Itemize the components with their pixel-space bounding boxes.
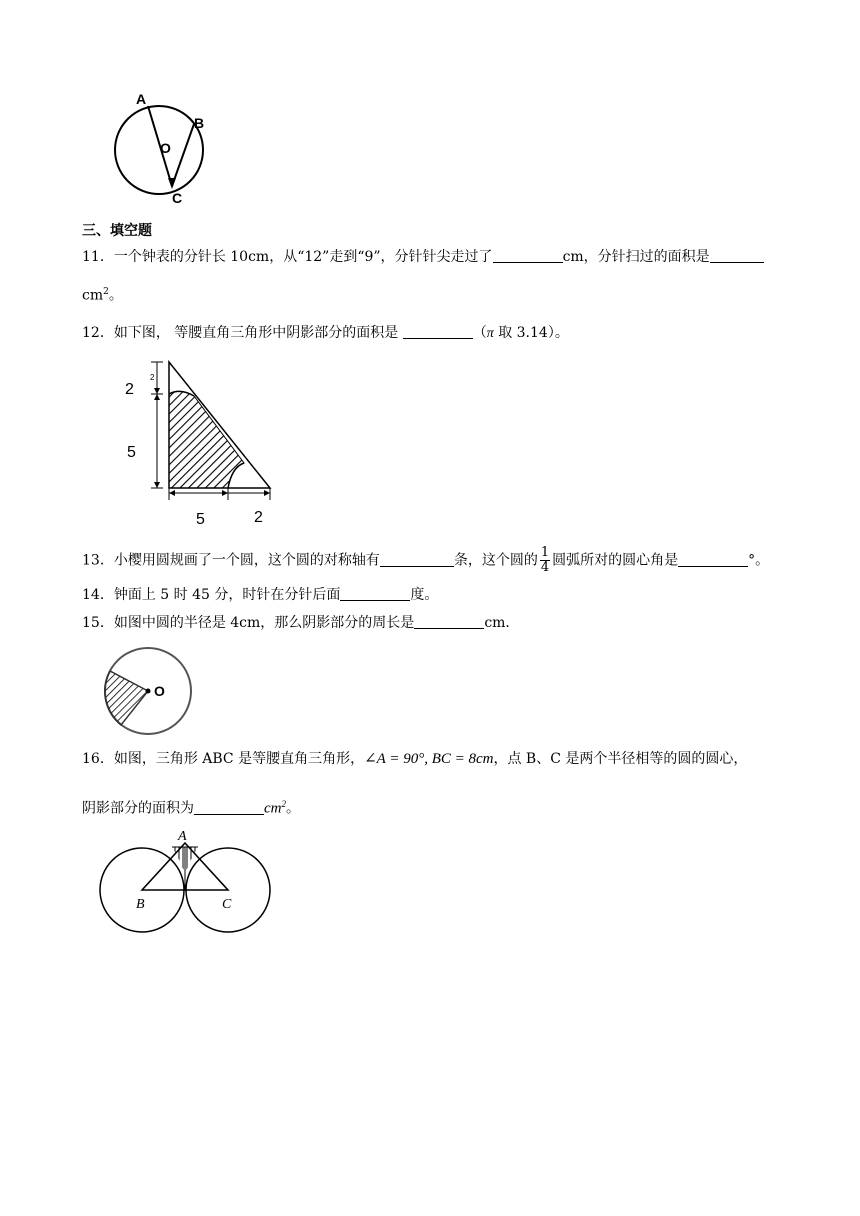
label-tiny: 2 (150, 373, 155, 382)
label-o: O (154, 683, 165, 699)
question-16-continued (82, 794, 300, 819)
answer-blank[interactable] (340, 586, 410, 601)
question-11-continued (82, 282, 123, 306)
question-12 (82, 323, 569, 344)
question-end: 。 (554, 325, 569, 341)
answer-blank[interactable] (403, 324, 473, 339)
label-bottom-left: 5 (196, 511, 205, 528)
question-number: 11． (82, 249, 114, 265)
label-c: C (222, 897, 232, 912)
label-b: B (194, 115, 205, 131)
answer-blank[interactable] (414, 614, 484, 629)
question-number: 12． (82, 325, 114, 341)
question-text: 取 3.14 (493, 325, 548, 341)
answer-blank[interactable] (493, 248, 563, 263)
question-text: 小樱用圆规画了一个圆，这个圆的对称轴有 (113, 552, 380, 569)
question-text: ，点 B、C 是两个半径相等的圆的圆心， (493, 751, 748, 767)
label-a: A (136, 91, 147, 107)
answer-blank[interactable] (710, 248, 764, 263)
unit-text: cm (264, 800, 282, 817)
unit-text: cm (82, 287, 104, 304)
question-text: cm，分针扫过的面积是 (562, 249, 710, 265)
formula: ∠A = 90°, BC = 8cm (364, 751, 494, 767)
question-text: 钟面上 5 时 45 分，时针在分针后面 (113, 587, 341, 603)
label-left: 5 (127, 444, 136, 461)
answer-blank[interactable] (380, 552, 454, 567)
label-b: B (136, 897, 145, 912)
question-end: 。 (286, 800, 300, 817)
question-15 (82, 613, 519, 633)
label-a: A (178, 829, 187, 844)
arrow-tip (168, 178, 176, 189)
section-title: 三、填空题 (82, 223, 152, 239)
fraction-denominator: 4 (540, 560, 550, 575)
label-o: O (160, 140, 171, 156)
chord-line (172, 124, 194, 186)
answer-blank[interactable] (678, 552, 748, 567)
question-13 (82, 546, 769, 575)
question-text: 如下图， 等腰直角三角形中阴影部分的面积是 (113, 325, 403, 341)
question-11 (82, 247, 764, 267)
fraction-numerator: 1 (540, 545, 550, 560)
question-text: cm． (484, 615, 520, 631)
label-bottom-right: 2 (254, 509, 263, 526)
question-text: 如图中圆的半径是 4cm，那么阴影部分的周长是 (113, 615, 415, 631)
unit-superscript: 2 (103, 287, 109, 297)
triangle-shaded-figure (120, 352, 285, 532)
question-number: 16． (82, 751, 114, 767)
question-text: 条，这个圆的 (453, 552, 538, 569)
two-circles-triangle-figure (98, 826, 276, 936)
label-top-left: 2 (125, 381, 134, 398)
question-14 (82, 585, 438, 605)
question-text: 一个钟表的分针长 10cm，从“12”走到“9”，分针针尖走过了 (113, 249, 493, 265)
shaded-sector (105, 671, 148, 725)
question-16 (82, 749, 747, 769)
answer-blank[interactable] (194, 800, 264, 815)
pi-symbol: π (486, 326, 494, 341)
fraction (540, 546, 550, 575)
question-number: 15． (82, 615, 114, 631)
circle-sector-figure (100, 646, 196, 736)
question-text: °。 (748, 552, 770, 569)
center-dot (146, 689, 151, 694)
question-number: 14． (82, 587, 114, 603)
question-text: 度。 (410, 587, 439, 603)
question-text: 如图，三角形 ABC 是等腰直角三角形， (113, 751, 365, 767)
question-text: 圆弧所对的圆心角是 (552, 552, 679, 569)
question-end: 。 (108, 287, 123, 304)
question-text: 阴影部分的面积为 (82, 800, 194, 817)
label-c: C (172, 190, 183, 206)
paren-close: ） (547, 325, 555, 341)
circle-chord-figure (108, 86, 218, 208)
question-number: 13． (82, 552, 114, 569)
paren-open: （ (472, 325, 487, 341)
circle-outline (115, 106, 203, 194)
unit-superscript: 2 (281, 799, 286, 809)
